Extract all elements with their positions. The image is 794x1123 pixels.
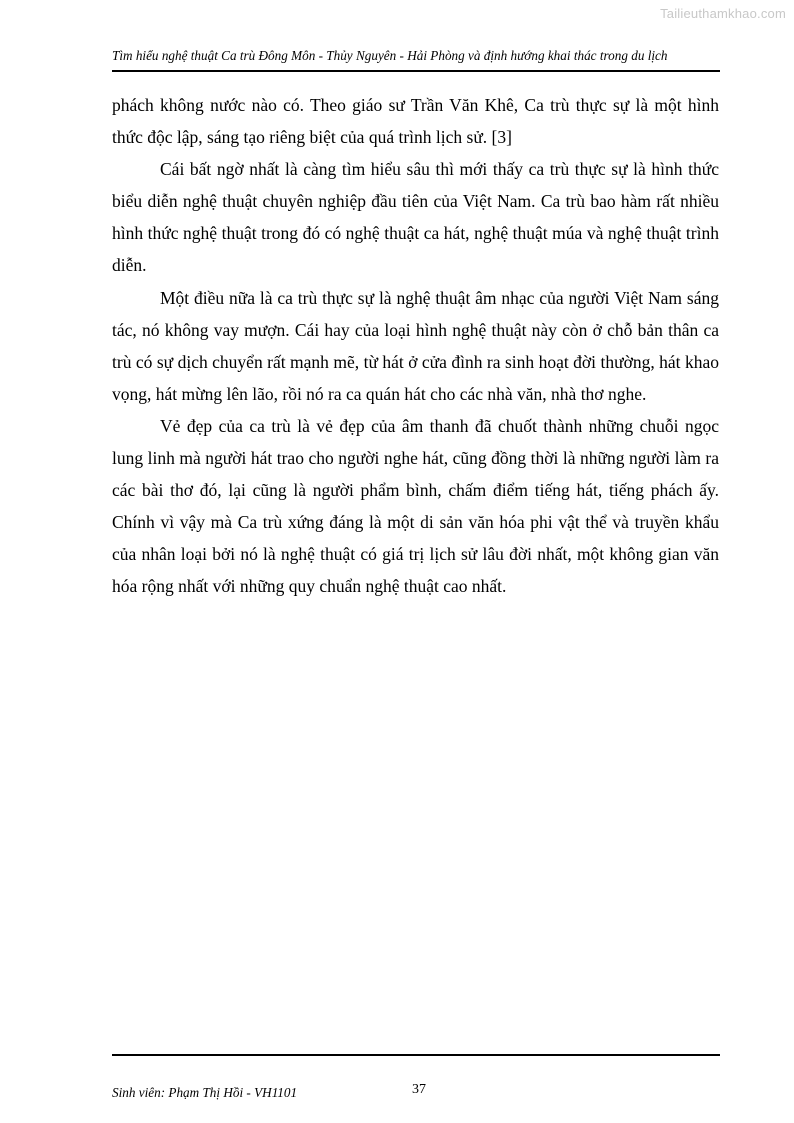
- footer-student: Sinh viên: Phạm Thị Hồi - VH1101: [112, 1085, 298, 1100]
- running-header: Tìm hiểu nghệ thuật Ca trù Đông Môn - Thủy Nguyên - Hải Phòng và định hướng khai thác trong du lịch: [112, 48, 668, 63]
- watermark: Tailieuthamkhao.com: [660, 6, 786, 21]
- paragraph-continuation: phách không nước nào có. Theo giáo sư Trần Văn Khê, Ca trù thực sự là một hình thức độc lập, sáng tạo riêng biệt của quá trình lịch sử. [3]: [112, 95, 719, 148]
- paragraph: Một điều nữa là ca trù thực sự là nghệ thuật âm nhạc của người Việt Nam sáng tác, nó không vay mượn. Cái hay của loại hình nghệ thuật này còn ở chỗ bản thân ca trù có sự dịch chuyển rất mạnh mẽ, từ hát ở cửa đình ra sinh hoạt đời thường, hát khao vọng, hát mừng lên lão, rồi nó ra ca quán hát cho các nhà văn, nhà thơ nghe.: [112, 287, 719, 404]
- page-number: 37: [412, 1082, 426, 1097]
- paragraph: Vẻ đẹp của ca trù là vẻ đẹp của âm thanh đã chuốt thành những chuỗi ngọc lung linh mà người hát trao cho người nghe hát, cũng đồng thời là những người làm ra các bài thơ đó, lại cũng là người phẩm bình, chấm điểm tiếng hát, tiếng phách ấy. Chính vì vậy mà Ca trù xứng đáng là một di sản văn hóa phi vật thể và truyền khẩu của nhân loại bởi nó là nghệ thuật có giá trị lịch sử lâu đời nhất, một không gian văn hóa rộng nhất với những quy chuẩn nghệ thuật cao nhất.: [112, 415, 719, 597]
- header-divider: [112, 70, 720, 72]
- paragraph: Cái bất ngờ nhất là càng tìm hiểu sâu thì mới thấy ca trù thực sự là hình thức biểu diễn nghệ thuật chuyên nghiệp đầu tiên của Việt Nam. Ca trù bao hàm rất nhiều hình thức nghệ thuật trong đó có nghệ thuật ca hát, nghệ thuật múa và nghệ thuật trình diễn.: [112, 159, 719, 276]
- document-body: [112, 89, 719, 603]
- footer-divider: [112, 1054, 720, 1056]
